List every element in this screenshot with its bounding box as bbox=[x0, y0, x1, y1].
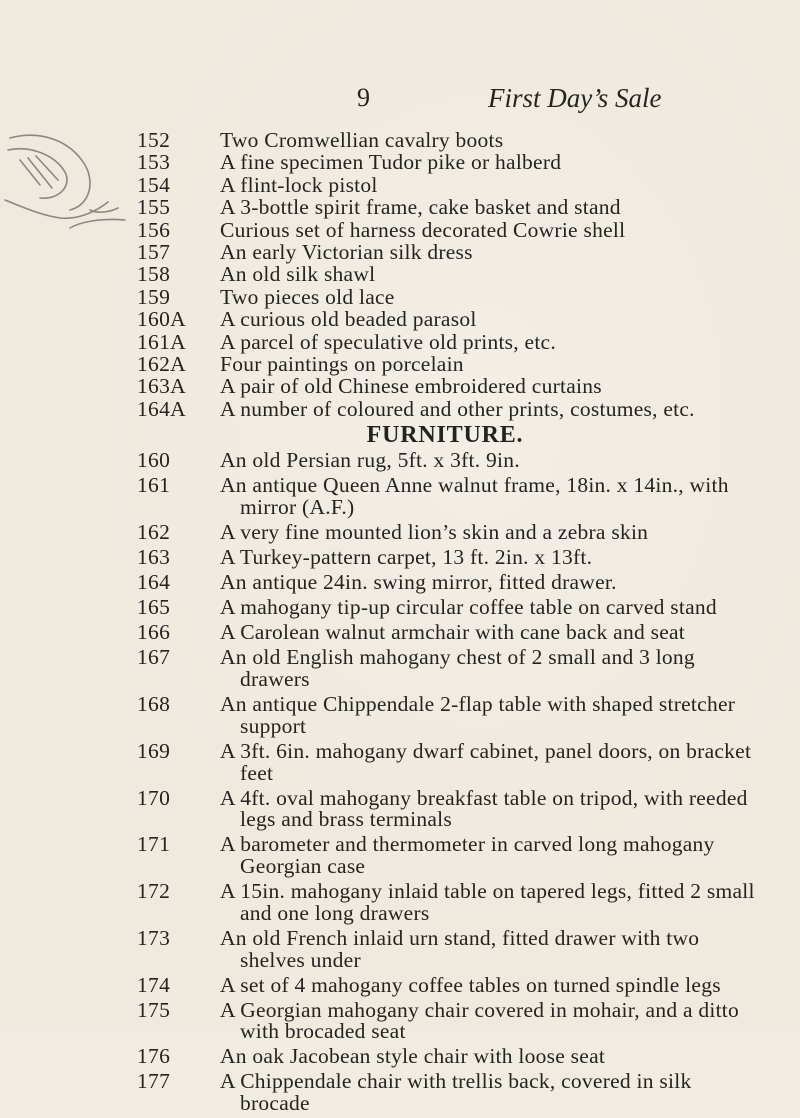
lot-number: 163 bbox=[137, 545, 171, 570]
lot-description bbox=[220, 1071, 775, 1115]
lot-description-text: An oak Jacobean style chair with loose seat bbox=[220, 1044, 606, 1069]
lot-number: 164A bbox=[137, 396, 186, 421]
lot-description bbox=[220, 284, 775, 309]
lot-description-continuation: legs and brass terminals bbox=[240, 807, 452, 832]
lot-description bbox=[220, 152, 775, 174]
lot-entry bbox=[0, 1071, 800, 1115]
lot-description-text: An old English mahogany chest of 2 small and 3 long bbox=[220, 645, 695, 670]
lot-description-continuation: shelves under bbox=[240, 947, 361, 972]
lot-description bbox=[220, 329, 775, 354]
lot-description-text: A pair of old Chinese embroidered curtains bbox=[220, 374, 602, 399]
lot-description-text: A number of coloured and other prints, costumes, etc. bbox=[220, 396, 695, 421]
lot-entry bbox=[0, 172, 800, 197]
running-title: First Day’s Sale bbox=[488, 83, 662, 113]
lot-entry bbox=[0, 834, 800, 878]
lot-number: 169 bbox=[137, 738, 171, 763]
lot-description-text: A set of 4 mahogany coffee tables on turned spindle legs bbox=[220, 972, 721, 997]
lot-number: 162A bbox=[137, 351, 186, 376]
lot-description bbox=[220, 834, 775, 878]
lot-description bbox=[220, 351, 775, 376]
lot-description-text: A 4ft. oval mahogany breakfast table on tripod, with reeded bbox=[220, 785, 748, 810]
lot-number: 165 bbox=[137, 595, 171, 620]
lot-description bbox=[220, 785, 775, 832]
lot-description bbox=[220, 217, 775, 242]
lot-entry bbox=[0, 376, 800, 398]
lot-description-continuation: Georgian case bbox=[240, 854, 366, 879]
lot-description-text: A 3ft. 6in. mahogany dwarf cabinet, panel doors, on bracket bbox=[220, 738, 752, 763]
lot-entry bbox=[0, 130, 800, 152]
lot-entry bbox=[0, 450, 800, 472]
lot-description-text: A mahogany tip-up circular coffee table on carved stand bbox=[220, 595, 717, 620]
lot-number: 170 bbox=[137, 785, 171, 810]
lot-description bbox=[220, 522, 775, 544]
lot-description bbox=[220, 547, 775, 569]
lot-entry bbox=[0, 351, 800, 376]
lot-entry bbox=[0, 785, 800, 832]
lot-number: 164 bbox=[137, 570, 171, 595]
lot-description-text: A fine specimen Tudor pike or halberd bbox=[220, 150, 562, 175]
lot-list-furniture bbox=[0, 450, 800, 1115]
lot-description-text: A 15in. mahogany inlaid table on tapered legs, fitted 2 small bbox=[220, 879, 755, 904]
lot-description-text: An old Persian rug, 5ft. x 3ft. 9in. bbox=[220, 448, 520, 473]
lot-description bbox=[220, 130, 775, 152]
lot-description bbox=[220, 239, 775, 264]
lot-entry bbox=[0, 197, 800, 219]
lot-description-text: Two pieces old lace bbox=[220, 284, 395, 309]
lot-description-continuation: and one long drawers bbox=[240, 900, 430, 925]
lot-description-text: An antique Chippendale 2-flap table with shaped stretcher bbox=[220, 691, 736, 716]
lot-list-miscellaneous bbox=[0, 130, 800, 420]
lot-number: 161A bbox=[137, 329, 186, 354]
lot-entry bbox=[0, 997, 800, 1044]
lot-description-text: An antique Queen Anne walnut frame, 18in. x 14in., with bbox=[220, 473, 729, 498]
lot-description bbox=[220, 396, 775, 421]
lot-description bbox=[220, 691, 775, 738]
lot-description bbox=[220, 647, 775, 691]
lot-entry bbox=[0, 572, 800, 594]
lot-description bbox=[220, 172, 775, 197]
lot-description-text: A flint-lock pistol bbox=[220, 172, 378, 197]
lot-entry bbox=[0, 738, 800, 785]
lot-number: 162 bbox=[137, 520, 171, 545]
lot-description bbox=[220, 309, 775, 331]
lot-entry bbox=[0, 329, 800, 354]
lot-number: 168 bbox=[137, 691, 171, 716]
lot-number: 156 bbox=[137, 217, 171, 242]
lot-number: 174 bbox=[137, 972, 171, 997]
lot-entry bbox=[0, 597, 800, 619]
lot-description-text: A barometer and thermometer in carved long mahogany bbox=[220, 832, 715, 857]
lot-number: 157 bbox=[137, 239, 171, 264]
lot-entry bbox=[0, 475, 800, 519]
lot-description-text: A Georgian mahogany chair covered in mohair, and a ditto bbox=[220, 997, 740, 1022]
lot-entry bbox=[0, 972, 800, 997]
lot-number: 172 bbox=[137, 879, 171, 904]
lot-description-text: A parcel of speculative old prints, etc. bbox=[220, 329, 556, 354]
lot-entry bbox=[0, 396, 800, 421]
lot-description bbox=[220, 738, 775, 785]
lot-number: 161 bbox=[137, 473, 171, 498]
lot-entry bbox=[0, 152, 800, 174]
lot-description-text: A Turkey-pattern carpet, 13 ft. 2in. x 13ft. bbox=[220, 545, 593, 570]
lot-description bbox=[220, 572, 775, 594]
page-number: 9 bbox=[357, 83, 370, 112]
lot-list bbox=[0, 130, 800, 1118]
lot-entry bbox=[0, 309, 800, 331]
lot-number: 155 bbox=[137, 195, 171, 220]
lot-description-text: A Carolean walnut armchair with cane back and seat bbox=[220, 620, 686, 645]
lot-entry bbox=[0, 647, 800, 691]
lot-description bbox=[220, 264, 775, 286]
lot-description-continuation: mirror (A.F.) bbox=[240, 495, 355, 520]
lot-description-continuation: with brocaded seat bbox=[240, 1019, 406, 1044]
lot-number: 177 bbox=[137, 1069, 171, 1094]
lot-description bbox=[220, 1046, 775, 1068]
lot-description bbox=[220, 881, 775, 925]
lot-description bbox=[220, 972, 775, 997]
lot-description bbox=[220, 376, 775, 398]
lot-number: 159 bbox=[137, 284, 171, 309]
lot-number: 158 bbox=[137, 262, 171, 287]
page-header bbox=[0, 85, 800, 115]
lot-description bbox=[220, 622, 775, 644]
lot-number: 153 bbox=[137, 150, 171, 175]
lot-number: 163A bbox=[137, 374, 186, 399]
lot-description-text: An old silk shawl bbox=[220, 262, 376, 287]
lot-description bbox=[220, 197, 775, 219]
lot-entry bbox=[0, 622, 800, 644]
lot-number: 175 bbox=[137, 997, 171, 1022]
lot-number: 160A bbox=[137, 307, 186, 332]
lot-number: 154 bbox=[137, 172, 171, 197]
lot-entry bbox=[0, 925, 800, 972]
lot-number: 160 bbox=[137, 448, 171, 473]
lot-number: 152 bbox=[137, 128, 171, 152]
lot-description-text: A very fine mounted lion’s skin and a zebra skin bbox=[220, 520, 649, 545]
lot-description-text: A Chippendale chair with trellis back, covered in silk bbox=[220, 1069, 692, 1094]
lot-entry bbox=[0, 264, 800, 286]
section-heading-furniture: FURNITURE. bbox=[366, 422, 524, 449]
lot-description-text: A 3-bottle spirit frame, cake basket and stand bbox=[220, 195, 621, 220]
lot-description-text: An old French inlaid urn stand, fitted drawer with two bbox=[220, 925, 700, 950]
lot-description-text: Curious set of harness decorated Cowrie shell bbox=[220, 217, 626, 242]
lot-entry bbox=[0, 1046, 800, 1068]
lot-description bbox=[220, 475, 775, 519]
lot-number: 167 bbox=[137, 645, 171, 670]
lot-number: 173 bbox=[137, 925, 171, 950]
lot-description-continuation: brocade bbox=[240, 1091, 310, 1116]
lot-entry bbox=[0, 239, 800, 264]
lot-description-continuation: drawers bbox=[240, 666, 310, 691]
lot-entry bbox=[0, 691, 800, 738]
lot-description bbox=[220, 597, 775, 619]
lot-entry bbox=[0, 217, 800, 242]
lot-description-text: Four paintings on porcelain bbox=[220, 351, 464, 376]
lot-description-continuation: support bbox=[240, 713, 307, 738]
lot-description-text: An early Victorian silk dress bbox=[220, 239, 473, 264]
lot-entry bbox=[0, 522, 800, 544]
lot-number: 171 bbox=[137, 832, 171, 857]
lot-entry bbox=[0, 547, 800, 569]
lot-description-text: A curious old beaded parasol bbox=[220, 307, 477, 332]
lot-description bbox=[220, 997, 775, 1044]
lot-entry bbox=[0, 881, 800, 925]
lot-number: 176 bbox=[137, 1044, 171, 1069]
lot-description bbox=[220, 450, 775, 472]
lot-description bbox=[220, 925, 775, 972]
lot-description-text: An antique 24in. swing mirror, fitted drawer. bbox=[220, 570, 617, 595]
lot-description-continuation: feet bbox=[240, 760, 274, 785]
lot-entry bbox=[0, 284, 800, 309]
lot-description-text: Two Cromwellian cavalry boots bbox=[220, 128, 504, 152]
lot-number: 166 bbox=[137, 620, 171, 645]
